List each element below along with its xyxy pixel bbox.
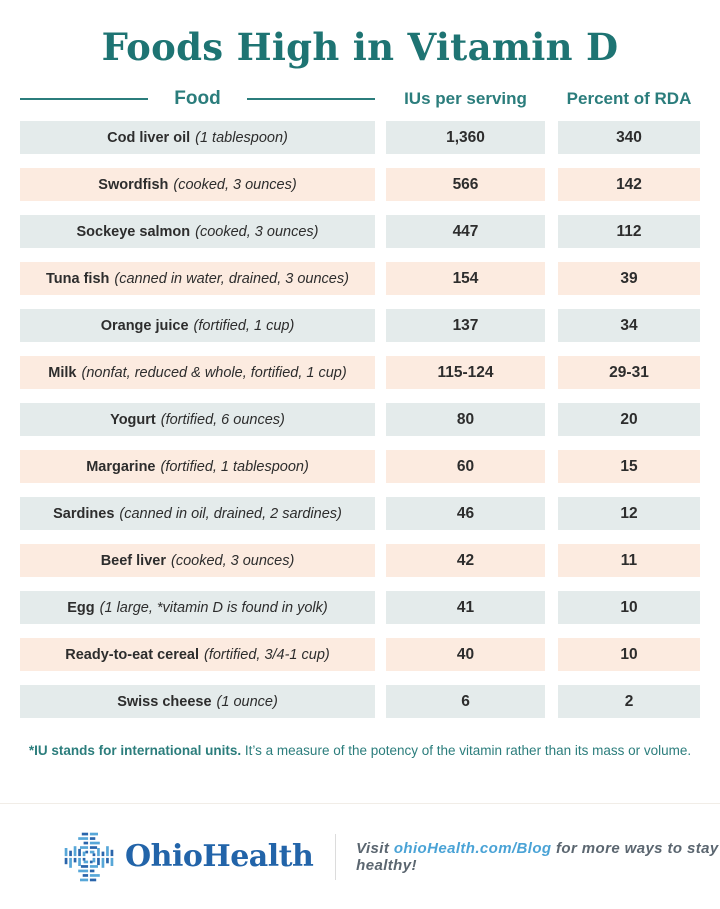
food-cell <box>20 450 375 483</box>
table-row <box>20 685 700 718</box>
rda-value: 39 <box>558 262 700 295</box>
food-cell <box>20 309 375 342</box>
rda-column-header: Percent of RDA <box>566 89 692 108</box>
food-cell <box>20 262 375 295</box>
food-name: Milk <box>48 364 77 381</box>
food-header-label: Food <box>174 88 221 109</box>
rda-value: 20 <box>558 403 700 436</box>
rda-value: 10 <box>558 638 700 671</box>
food-name: Swiss cheese <box>117 693 212 710</box>
food-detail: (cooked, 3 ounces) <box>173 176 297 193</box>
food-name: Tuna fish <box>46 270 110 287</box>
table-row <box>20 591 700 624</box>
food-cell <box>20 591 375 624</box>
food-detail: (cooked, 3 ounces) <box>170 552 295 569</box>
food-detail: (1 tablespoon) <box>195 129 288 146</box>
rda-value: 11 <box>558 544 700 577</box>
ius-column-header: IUs per serving <box>404 89 527 108</box>
ius-value: 1,360 <box>386 121 545 154</box>
food-name: Ready-to-eat cereal <box>65 646 200 663</box>
ius-value: 447 <box>386 215 545 248</box>
rda-value: 112 <box>558 215 700 248</box>
food-detail: (nonfat, reduced & whole, fortified, 1 cup) <box>81 364 347 381</box>
footer <box>0 803 720 909</box>
footnote-bold: *IU stands for international units. <box>28 743 242 758</box>
tagline-prefix: Visit <box>356 839 394 857</box>
ius-value: 6 <box>386 685 545 718</box>
footer-divider <box>335 834 336 880</box>
table-row <box>20 544 700 577</box>
food-cell <box>20 638 375 671</box>
vitamin-d-table <box>0 88 720 758</box>
ius-value: 137 <box>386 309 545 342</box>
table-row <box>20 356 700 389</box>
rda-value: 15 <box>558 450 700 483</box>
food-detail: (canned in water, drained, 3 ounces) <box>114 270 349 287</box>
table-header-row <box>20 88 700 110</box>
food-detail: (cooked, 3 ounces) <box>195 223 319 240</box>
food-detail: (fortified, 3/4-1 cup) <box>204 646 330 663</box>
ius-value: 80 <box>386 403 545 436</box>
table-row <box>20 309 700 342</box>
rda-value: 2 <box>558 685 700 718</box>
food-cell <box>20 403 375 436</box>
food-name: Cod liver oil <box>107 129 191 146</box>
rda-value: 10 <box>558 591 700 624</box>
header-rule-right <box>247 98 375 100</box>
food-cell <box>20 168 375 201</box>
food-name: Margarine <box>86 458 156 475</box>
table-row <box>20 262 700 295</box>
table-row <box>20 497 700 530</box>
food-cell <box>20 356 375 389</box>
table-row <box>20 168 700 201</box>
table-row <box>20 450 700 483</box>
ius-value: 60 <box>386 450 545 483</box>
food-name: Beef liver <box>100 552 166 569</box>
tagline-suffix: for more ways to stay healthy! <box>356 839 719 874</box>
header-rule-left <box>20 98 148 100</box>
footnote-rest: It’s a measure of the potency of the vitamin rather than its mass or volume. <box>241 743 692 758</box>
ius-value: 115-124 <box>386 356 545 389</box>
footer-tagline <box>356 840 720 874</box>
ius-value: 41 <box>386 591 545 624</box>
ius-value: 46 <box>386 497 545 530</box>
food-cell <box>20 121 375 154</box>
food-cell <box>20 544 375 577</box>
table-row <box>20 638 700 671</box>
ius-value: 40 <box>386 638 545 671</box>
iu-footnote <box>20 743 700 758</box>
ius-value: 566 <box>386 168 545 201</box>
food-name: Egg <box>67 599 95 616</box>
rda-value: 340 <box>558 121 700 154</box>
food-cell <box>20 685 375 718</box>
ohiohealth-brand <box>62 830 313 884</box>
blog-link[interactable]: ohioHealth.com/Blog <box>393 839 552 857</box>
rda-value: 34 <box>558 309 700 342</box>
food-name: Swordfish <box>98 176 169 193</box>
food-detail: (fortified, 6 ounces) <box>160 411 285 428</box>
ohiohealth-logo-icon <box>62 830 116 884</box>
brand-wordmark: OhioHealth <box>125 839 314 874</box>
food-cell <box>20 215 375 248</box>
food-name: Orange juice <box>100 317 189 334</box>
food-detail: (fortified, 1 tablespoon) <box>160 458 309 475</box>
table-body <box>20 121 700 718</box>
food-name: Sockeye salmon <box>76 223 191 240</box>
food-detail: (fortified, 1 cup) <box>193 317 295 334</box>
food-cell <box>20 497 375 530</box>
food-detail: (1 large, *vitamin D is found in yolk) <box>99 599 328 616</box>
food-detail: (canned in oil, drained, 2 sardines) <box>119 505 342 522</box>
food-column-header <box>20 88 375 110</box>
rda-value: 142 <box>558 168 700 201</box>
food-name: Sardines <box>53 505 115 522</box>
table-row <box>20 403 700 436</box>
food-name: Yogurt <box>110 411 156 428</box>
rda-value: 29-31 <box>558 356 700 389</box>
rda-value: 12 <box>558 497 700 530</box>
table-row <box>20 121 700 154</box>
table-row <box>20 215 700 248</box>
ius-value: 154 <box>386 262 545 295</box>
ius-value: 42 <box>386 544 545 577</box>
food-detail: (1 ounce) <box>216 693 278 710</box>
page-title: Foods High in Vitamin D <box>101 25 619 69</box>
